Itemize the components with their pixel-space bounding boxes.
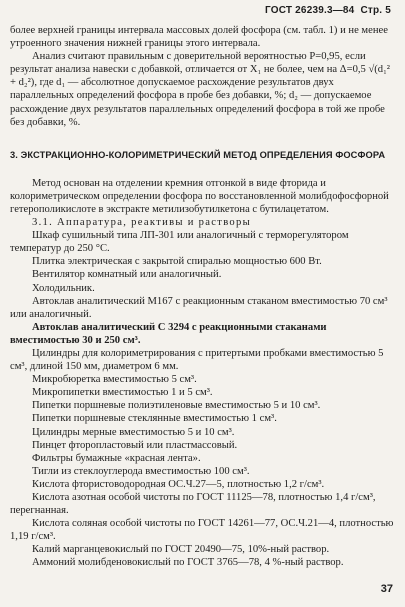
list-item: Шкаф сушильный типа ЛП-301 или аналогичный с терморегулятором температур до 250 °С. xyxy=(10,230,349,255)
list-item: Плитка электрическая с закрытой спиралью мощностью 600 Вт. xyxy=(32,256,322,268)
page-number: 37 xyxy=(380,583,393,595)
list-item: Кислота соляная особой чистоты по ГОСТ 14261—77, ОС.Ч.21—4, плотностью 1,19 г/см³. xyxy=(10,518,394,543)
list-item: Тигли из стеклоуглерода вместимостью 100 см³. xyxy=(32,465,250,477)
method-paragraph: Метод основан на отделении кремния отгонкой в виде фторида и колориметрическом определении фосфора по восстановленной молибдофосфорной гетерополикислоте в экстракте метилизобутилкетона с бутилацетатом. xyxy=(10,177,389,215)
list-item: Калий марганцевокислый по ГОСТ 20490—75, 10%-ный раствор. xyxy=(32,544,330,556)
list-item: Холодильник. xyxy=(32,282,95,294)
section-title: 3. ЭКСТРАКЦИОННО-КОЛОРИМЕТРИЧЕСКИЙ МЕТОД ОПРЕДЕЛЕНИЯ ФОСФОРА xyxy=(10,149,386,160)
list-item: Цилиндры мерные вместимостью 5 и 10 см³. xyxy=(32,426,235,438)
list-item: Пипетки поршневые стеклянные вместимостью 1 см³. xyxy=(32,413,277,425)
list-item: Пинцет фторопластовый или пластмассовый. xyxy=(32,439,238,451)
list-item: Аммоний молибденовокислый по ГОСТ 3765—78, 4 %-ный раствор. xyxy=(32,557,344,569)
paragraph: более верхней границы интервала массовых долей фосфора (см. табл. 1) и не менее утроенного значения нижней границы этого интервала. xyxy=(10,25,388,50)
paragraph: Анализ считают правильным с доверительной вероятностью P=0,95, если результат анализа навески с добавкой, отличается от X₁ не более, чем на Δ=0,5 √(d₁² + d₂²), где d₁ — абсолютное допускаемое расхождение результатов двух параллельных определений фосфора в пробе без добавки, %; d₂ — допускаемое расхождение двух результатов параллельных определений фосфора в той же пробе без добавки, %. xyxy=(10,51,390,128)
list-item: Пипетки поршневые полиэтиленовые вместимостью 5 и 10 см³. xyxy=(32,400,321,412)
list-item: Микробюретка вместимостью 5 см³. xyxy=(32,374,197,386)
list-item: Кислота фтористоводородная ОС.Ч.27—5, плотностью 1,2 г/см³. xyxy=(32,478,325,490)
standard-number: ГОСТ 26239.3—84 xyxy=(265,5,355,16)
list-item: Кислота азотная особой чистоты по ГОСТ 11125—78, плотностью 1,4 г/см³, перегнанная. xyxy=(10,492,376,517)
page-label: Стр. 5 xyxy=(360,5,391,16)
list-item: Фильтры бумажные «красная лента». xyxy=(32,452,201,464)
list-item: Вентилятор комнатный или аналогичный. xyxy=(32,269,222,281)
list-item: Автоклав аналитический С 3294 с реакционными стаканами вместимостью 30 и 250 см³. xyxy=(10,321,327,346)
subsection-title: 3.1. Аппаратура, реактивы и растворы xyxy=(32,217,252,229)
list-item: Цилиндры для колориметрирования с притертыми пробками вместимостью 5 см³, длиной 150 мм, диаметром 6 мм. xyxy=(10,347,384,373)
list-item: Автоклав аналитический М167 с реакционным стаканом вместимостью 70 см³ или аналогичный. xyxy=(10,295,388,320)
page-header xyxy=(265,5,391,16)
document-body xyxy=(10,24,395,570)
list-item: Микропипетки вместимостью 1 и 5 см³. xyxy=(32,387,213,399)
